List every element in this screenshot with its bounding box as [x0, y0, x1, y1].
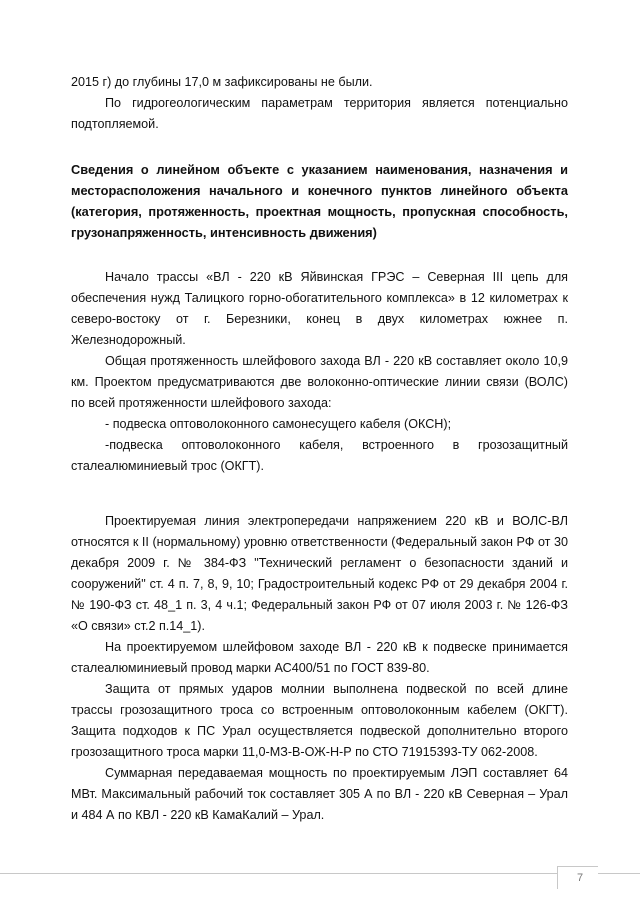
list-item-okgt: -подвеска оптоволоконного кабеля, встроенного в грозозащитный сталеалюминиевый трос (ОКГТ). [71, 438, 568, 473]
text-line-continuation: 2015 г) до глубины 17,0 м зафиксированы не были. [71, 75, 373, 89]
paragraph-hydrogeology: По гидрогеологическим параметрам территория является потенциально подтопляемой. [71, 96, 568, 131]
page-number: 7 [577, 872, 584, 884]
footer-divider [0, 873, 640, 874]
paragraph-wire: На проектируемом шлейфовом заходе ВЛ - 220 кВ к подвеске принимается сталеалюминиевый провод марки АС400/51 по ГОСТ 839-80. [71, 640, 568, 675]
page-content [71, 72, 568, 826]
paragraph-route-start: Начало трассы «ВЛ - 220 кВ Яйвинская ГРЭС – Северная III цепь для обеспечения нужд Талицкого горно-обогатительного комплекса» в 12 километрах к северо-востоку от г. Березники, конец в двух километрах южнее п. Железнодорожный. [71, 270, 568, 347]
paragraph-length: Общая протяженность шлейфового захода ВЛ - 220 кВ составляет около 10,9 км. Проектом предусматриваются две волоконно-оптические линии связи (ВОЛС) по всей протяженности шлейфового захода: [71, 354, 568, 410]
paragraph-power: Суммарная передаваемая мощность по проектируемым ЛЭП составляет 64 МВт. Максимальный рабочий ток составляет 305 А по ВЛ - 220 кВ Северная – Урал и 484 А по КВЛ - 220 кВ КамаКалий – Урал. [71, 766, 568, 822]
list-item-oksn: - подвеска оптоволоконного самонесущего кабеля (ОКСН); [105, 417, 452, 431]
paragraph-responsibility: Проектируемая линия электропередачи напряжением 220 кВ и ВОЛС-ВЛ относятся к II (нормальному) уровню ответственности (Федеральный закон РФ от 30 декабря 2009 г. № 384-ФЗ "Технический регламент о безопасности зданий и сооружений" ст. 4 п. 7, 8, 9, 10; Градостроительный кодекс РФ от 29 декабря 2004 г. № 190-ФЗ ст. 48_1 п. 3, 4 ч.1; Федеральный закон РФ от 07 июля 2003 г. № 126-ФЗ «О связи» ст.2 п.14_1). [71, 514, 568, 633]
section-heading: Сведения о линейном объекте с указанием наименования, назначения и месторасположения начального и конечного пунктов линейного объекта (категория, протяженность, проектная мощность, пропускная способность, грузонапряженность, интенсивность движения) [71, 162, 568, 240]
paragraph-lightning: Защита от прямых ударов молнии выполнена подвеской по всей длине трассы грозозащитного троса со встроенным оптоволоконным кабелем (ОКГТ). Защита подходов к ПС Урал осуществляется подвеской дополнительно второго грозозащитного троса марки 11,0-МЗ-В-ОЖ-Н-Р по СТО 71915393-ТУ 062-2008. [71, 682, 568, 759]
